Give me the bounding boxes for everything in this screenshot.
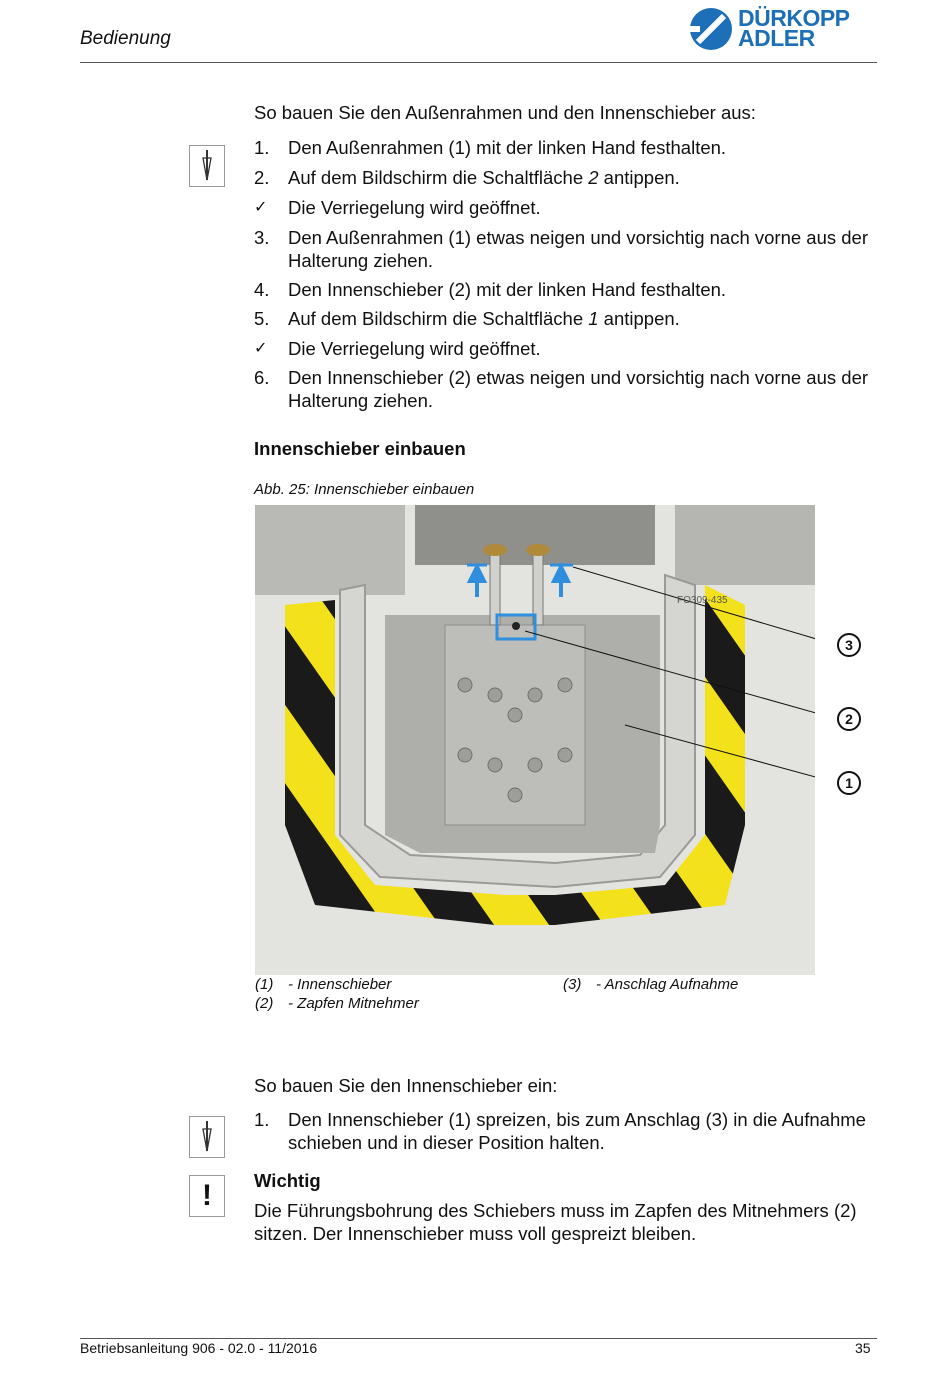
step-number: 3. <box>254 227 270 248</box>
step-number: 1. <box>254 1109 270 1130</box>
step-number: 4. <box>254 279 270 300</box>
step-text <box>288 167 878 190</box>
logo-text-top: DÜRKOPP <box>738 5 850 31</box>
section2-intro: So bauen Sie den Innenschieber ein: <box>254 1075 558 1096</box>
step-text-part: Auf dem Bildschirm die Schaltfläche <box>288 167 589 188</box>
step-number: 6. <box>254 367 270 388</box>
step-text-part: Auf dem Bildschirm die Schaltfläche <box>288 308 589 329</box>
figure-photo <box>255 505 815 975</box>
step-number: 1. <box>254 137 270 158</box>
legend-num: (2) <box>255 995 274 1012</box>
screen-key: 1 <box>588 308 599 329</box>
step-text: Den Außenrahmen (1) mit der linken Hand festhalten. <box>288 137 727 158</box>
photo-label: FO309-435 <box>677 595 728 606</box>
footer-text: Betriebsanleitung 906 - 02.0 - 11/2016 <box>80 1340 318 1356</box>
result-arrow-icon: ✓ <box>254 340 268 357</box>
logo-text-bottom: ADLER <box>738 25 815 51</box>
figure-caption: Abb. 25: Innenschieber einbauen <box>254 481 475 498</box>
important-text: Die Führungsbohrung des Schiebers muss im Zapfen des Mitnehmers (2) sitzen. Der Innenschieber muss voll gespreizt bleiben. <box>254 1200 857 1244</box>
legend-num: (3) <box>563 976 582 993</box>
step-text: Den Außenrahmen (1) etwas neigen und vorsichtig nach vorne aus der Halterung ziehen. <box>288 227 869 271</box>
result-text: Die Verriegelung wird geöffnet. <box>288 338 541 359</box>
legend-text-1: - Innenschieber <box>288 976 392 993</box>
footer-rule <box>80 1338 877 1339</box>
step-number: 5. <box>254 308 270 329</box>
result-text: Die Verriegelung wird geöffnet. <box>288 197 541 218</box>
header-title: Bedienung <box>80 28 171 49</box>
brand-logo <box>688 6 872 54</box>
legend-item-3 <box>563 976 581 993</box>
legend-num: (1) <box>255 976 274 993</box>
step-text <box>288 308 878 331</box>
legend-item-2 <box>255 995 273 1012</box>
callout-2: 2 <box>837 707 861 731</box>
warning-icon: ! <box>189 1175 225 1217</box>
step-text: Den Innenschieber (2) etwas neigen und vorsichtig nach vorne aus der Halterung ziehen. <box>288 367 869 411</box>
step-number: 2. <box>254 167 270 188</box>
result-arrow-icon: ✓ <box>254 199 268 216</box>
action-icon <box>189 1116 225 1158</box>
callout-1: 1 <box>837 771 861 795</box>
screen-key: 2 <box>588 167 599 188</box>
step-text-part: antippen. <box>598 308 680 329</box>
header-rule <box>80 62 877 63</box>
action-icon <box>189 145 225 187</box>
legend-text-2: - Zapfen Mitnehmer <box>288 995 419 1012</box>
logo-mark-icon <box>688 6 736 52</box>
callout-3: 3 <box>837 633 861 657</box>
step-text: Den Innenschieber (2) mit der linken Hand festhalten. <box>288 279 727 300</box>
section-heading: Innenschieber einbauen <box>254 438 466 459</box>
step-text-part: antippen. <box>598 167 680 188</box>
important-title: Wichtig <box>254 1170 321 1191</box>
legend-text-3: - Anschlag Aufnahme <box>596 976 739 993</box>
section1-intro: So bauen Sie den Außenrahmen und den Innenschieber aus: <box>254 102 756 123</box>
step-text: Den Innenschieber (1) spreizen, bis zum Anschlag (3) in die Aufnahme schieben und in dieser Position halten. <box>288 1109 866 1153</box>
legend-item-1 <box>255 976 273 993</box>
page-number: 35 <box>855 1340 871 1356</box>
